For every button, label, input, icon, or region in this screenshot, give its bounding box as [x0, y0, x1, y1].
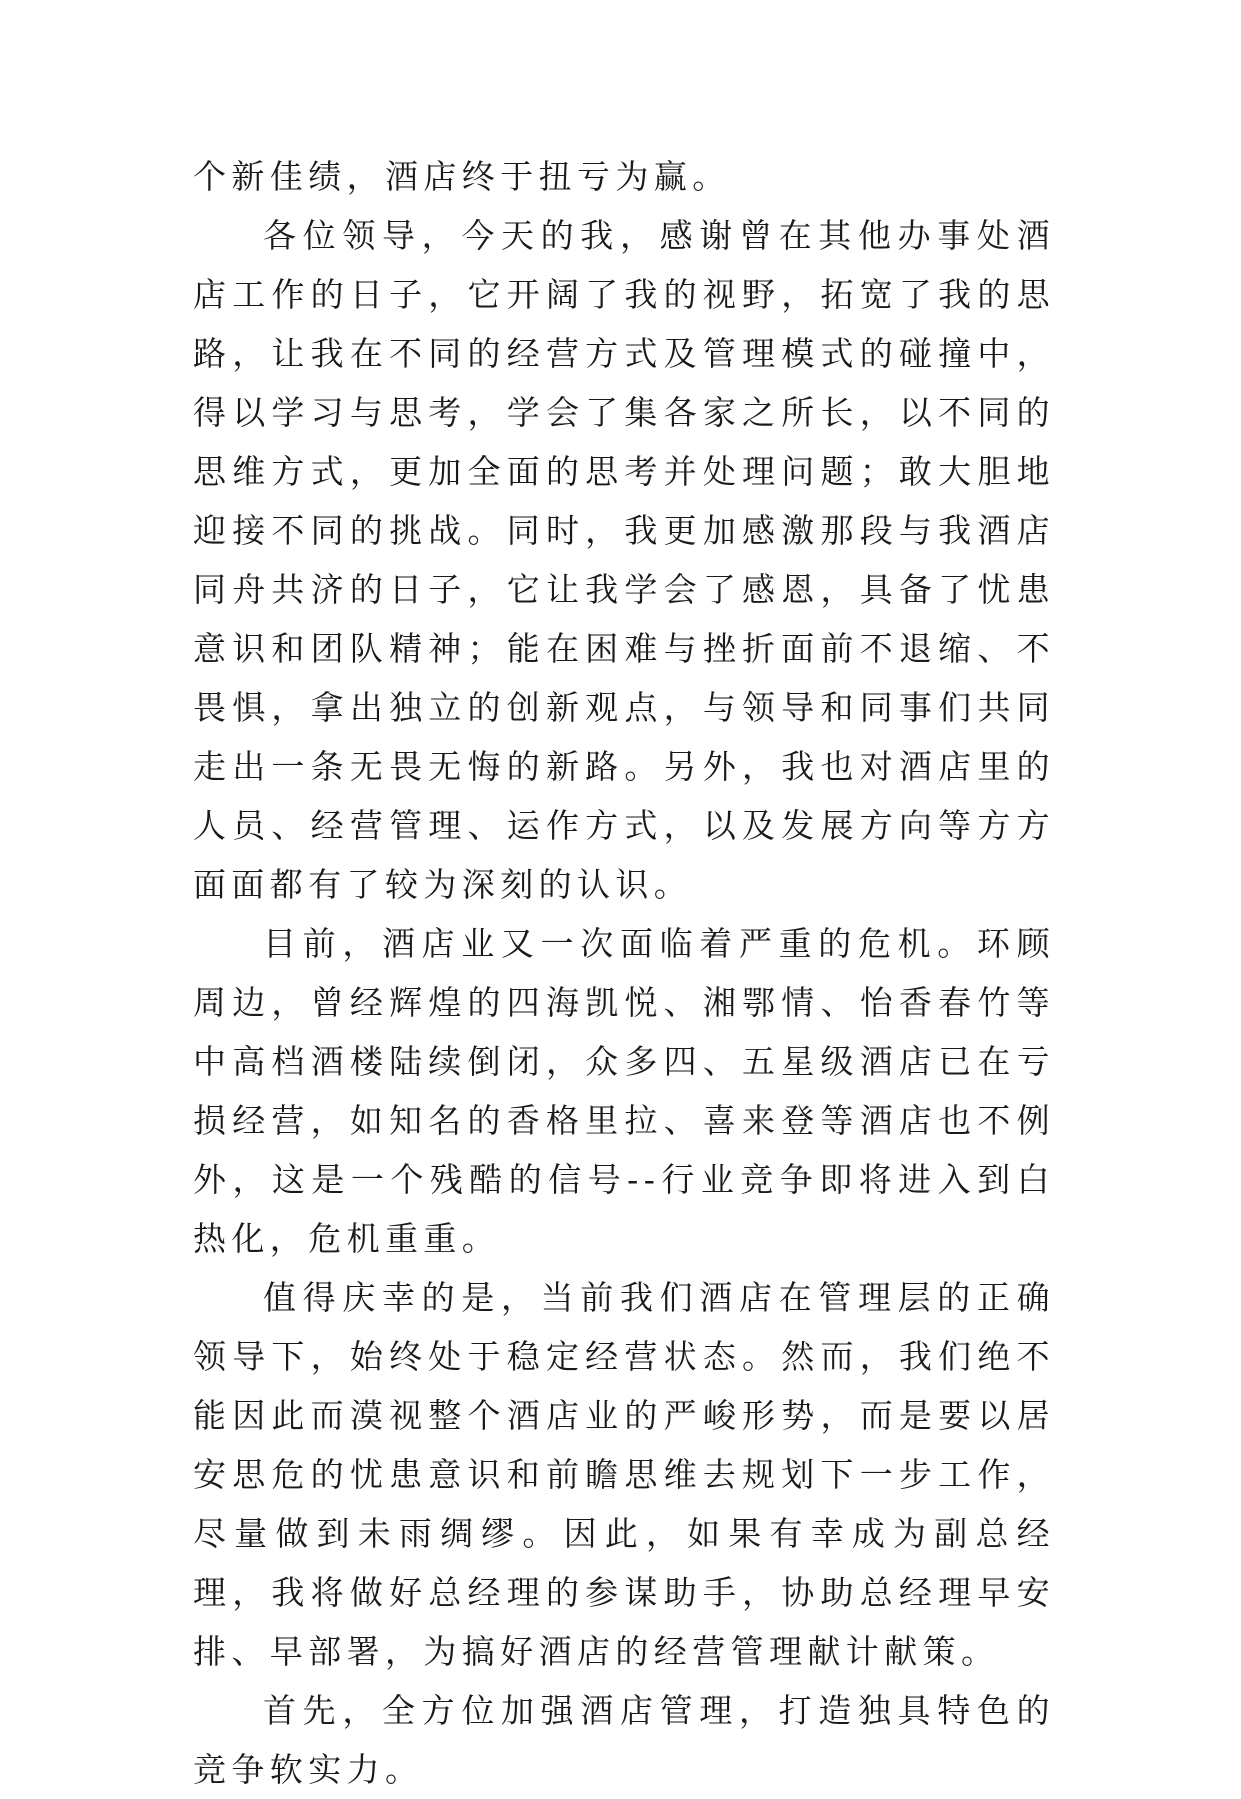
paragraph-plan: 值得庆幸的是，当前我们酒店在管理层的正确领导下，始终处于稳定经营状态。然而，我们绝不能因此而漠视整个酒店业的严峻形势，而是要以居安思危的忧患意识和前瞻思维去规划下一步工作，尽量做到未雨绸缪。因此，如果有幸成为副总经理，我将做好总经理的参谋助手，协助总经理早安排、早部署，为搞好酒店的经营管理献计献策。	[193, 1278, 1055, 1671]
paragraph-continuation: 个新佳绩，酒店终于扭亏为赢。	[193, 157, 731, 196]
paragraph-industry-crisis: 目前，酒店业又一次面临着严重的危机。环顾周边，曾经辉煌的四海凯悦、湘鄂情、怡香春竹等中高档酒楼陆续倒闭，众多四、五星级酒店已在亏损经营，如知名的香格里拉、喜来登等酒店也不例外，这是一个残酷的信号--行业竞争即将进入到白热化，危机重重。	[193, 924, 1055, 1258]
document-body	[193, 147, 1055, 1799]
paragraph-gratitude: 各位领导，今天的我，感谢曾在其他办事处酒店工作的日子，它开阔了我的视野，拓宽了我的思路，让我在不同的经营方式及管理模式的碰撞中，得以学习与思考，学会了集各家之所长，以不同的思维方式，更加全面的思考并处理问题；敢大胆地迎接不同的挑战。同时，我更加感激那段与我酒店同舟共济的日子，它让我学会了感恩，具备了忧患意识和团队精神；能在困难与挫折面前不退缩、不畏惧，拿出独立的创新观点，与领导和同事们共同走出一条无畏无悔的新路。另外，我也对酒店里的人员、经营管理、运作方式，以及发展方向等方方面面都有了较为深刻的认识。	[193, 216, 1055, 904]
paragraph-first-point: 首先，全方位加强酒店管理，打造独具特色的竞争软实力。	[193, 1691, 1055, 1789]
